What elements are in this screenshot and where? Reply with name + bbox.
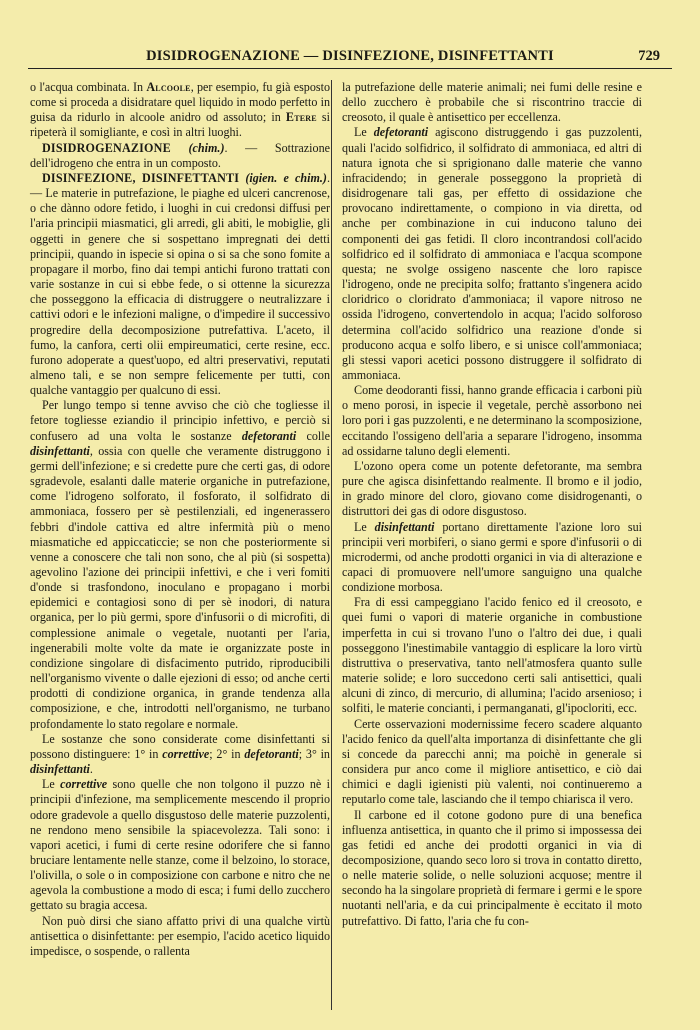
column-divider [331,80,332,1010]
paragraph-virtu: Non può dirsi che siano affatto privi di una qualche virtù antisettica o disinfettante: per esempio, l'acido acetico liquido impedisce, o sospende, o rallenta [30,913,330,958]
left-column [30,80,330,959]
paragraph-classification: Le sostanze che sono considerate come disinfettanti si possono distinguere: 1° in correttive; 2° in defetoranti; 3° in disinfettanti. [30,731,330,777]
paragraph-ozono: L'ozono opera come un potente defetorante, ma sembra pure che agisca disinfettando realmente. Il bromo e il jodio, in grado minore del cloro, giovano come disidrogenanti, o distruttori dei gas di odore disgustoso. [342,458,642,519]
paragraph-defetoranti: Le defetoranti agiscono distruggendo i gas puzzolenti, quali l'acido solfidrico, il solfidrato di ammoniaca, ed altri di natura ignota che si sprigionano dalle materie che vanno infracidendo; in generale posseggono la proprietà di disidrogenare tali gas, per effetto di ossidazione che provocano indirettamente, o compiono in via diretta, od anche per combinazione in cui inducono taluno dei componenti dei gas fetidi. Il cloro incontrandosi coll'acido solfidrico ed il solfidrato di ammoniaca e l'acqua scompone questa; ne svolge ossigeno nascente che loro rapisce l'idrogeno, onde ne precipita solfo; frattanto s'ingenera acido cloridrico o cloridrato d'ammoniaca; il vapore nitroso ne ossida l'idrogeno, convertendolo in acqua; l'acido solforoso determina coll'acido solfidrico una reazione d'onde si producono acqua e solfo libero, e si unisce coll'ammoniaca; gli stessi vapori acetici possono distruggere il solfidrato di ammoniaca. [342,125,643,382]
crossref-alcoole: Alcoole [146,80,191,94]
paragraph-deodoranti: Come deodoranti fissi, hanno grande efficacia i carboni più o meno porosi, in ispecie il vegetale, perchè assorbono nei loro pori i gas puzzolenti, e ne determinano la scomposizione, eccitando l'ossigeno dell'aria a separare l'idrogeno, insomma ad ossidarne taluno degli elementi. [342,383,642,458]
header-title: DISIDROGENAZIONE — DISINFEZIONE, DISINFETTANTI [146,48,554,64]
header-rule [28,68,672,69]
paragraph-carbone: Il carbone ed il cotone godono pure di una benefica influenza antisettica, in quanto che il primo si impossessa dei gas fetidi ed anche dei prodotti organici in via di decomposizione, quando seco loro si trova in contatto diretto, o nelle materie solide, o nelle soluzioni acquose; mentre il secondo ha la singolare proprietà di fermare i germi e le spore nuotanti nell'aria, e da cui principalmente è eccitato il moto putrefattivo. Di fatto, l'aria che fu con- [342,807,642,928]
page-number: 729 [638,48,660,64]
paragraph-disinfettanti: Le disinfettanti portano direttamente l'azione loro sui principii veri morbiferi, o siano germi e spore d'infusorii o di microdermi, od anche prodotti organici in via di alterazione e capaci di promuovere nell'umore sanguigno una qualche condizione morbosa. [342,519,642,595]
paragraph-alcoole: o l'acqua combinata. In Alcoole, per esempio, fu già esposto come si proceda a disidratare quel liquido in modo perfetto in guisa da ridurlo in alcoole anidro od assoluto; in Etere si ripeterà il somigliante, e così in altri luoghi. [30,80,330,140]
paragraph-fetore: Per lungo tempo si tenne avviso che ciò che togliesse il fetore togliesse eziandio il principio infettivo, e perciò si confusero ad una volta le sostanze defetoranti colle disinfettanti, ossia con quelle che veramente distruggono i germi dell'infezione; e si credette pure che certi gas, di odore sgradevole, esalanti dalle materie organiche in putrefazione, come l'idrogeno solforato, il fosforato, il solfidrato di ammoniaca, fossero per sè pestilenziali, ed ingenerassero febbri d'indole cattiva ed altre infermità più o meno miasmatiche ed appiccaticcie; se non che posteriormente si venne a conoscere che tali non sono, che al più (si sospetta) agevolino l'azione dei principii infettivi, e che i veri fomiti d'onde si trasfondono, inoculano e propagano i morbi epidemici e contagiosi sono di per sè inodori, di natura organica, per lo più germi, spore d'infusorii o di microfiti, di complessione animale o vegetale, nuotanti per l'aria, ingenerabili molte volte da mate ie organizzate poste in condizione singolare di disfacimento putrido, riproducibili nell'organismo vivente o dalle ejezioni di esso; od anche certi prodotti di condizione organica, in grande tendenza alla composizione, e che, introdotti nell'organismo, ne turbano profondamente lo stato regolare e normale. [30,398,330,731]
running-header [0,40,700,70]
crossref-etere: Etere [285,110,317,125]
entry-headword: DISINFEZIONE, DISINFETTANTI [42,170,240,185]
entry-disidrogenazione: DISIDROGENAZIONE (chim.). — Sottrazione dell'idrogeno che entra in un composto. [30,140,330,170]
entry-headword: DISIDROGENAZIONE [42,140,171,155]
entry-subject: (chim.) [188,140,225,155]
paragraph-putrefazione: la putrefazione delle materie animali; nei fumi delle resine e dello zucchero è probabile che si riscontrino traccie di creosoto, il quale è antisettico per eccellenza. [342,80,642,125]
entry-disinfezione: DISINFEZIONE, DISINFETTANTI (igien. e chim.). — Le materie in putrefazione, le piaghe ed ulceri cancrenose, o che dànno odore fetido, i luoghi in cui credonsi diffusi per l'aria principii miasmatici, gli arredi, gli abiti, le mobiglie, gli oggetti in genere che si sospettano impregnati dei detti principii, quando in ispecie si opina o si sa che sono fomite a propagare il morbo, fino dai tempi antichi furono trattati con varie sostanze in cui si ebbe fede, o si ottenne la sicurezza che posseggono la efficacia di distruggere o neutralizzare i cattivi odori e le infezioni maligne, o d'impedire il successivo progredire della decomposizione putrefattiva. L'aceto, il fumo, la canfora, certi olii empireumatici, certe resine, ecc. furono adoperate a quest'uopo, ed altri preservativi, reputati almeno tali, e se non sempre felicemente per tutti, con qualche vantaggio per qualcuno di essi. [30,170,330,398]
paragraph-correttive: Le correttive sono quelle che non tolgono il puzzo nè i principii d'infezione, ma semplicemente mescendo il proprio odore gradevole a quello disgustoso delle materie puzzolenti, ne rendono meno sensibile la spiacevolezza. Tali sono: i vapori acetici, i fumi di certe resine odorifere che si fanno bruciare lentamente nelle stanze, come il belzoino, lo storace, l'olivilla, o sole o in composizione con carbone e nitro che ne agevola la combustione a modo di esca; i fumi dello zucchero gettato su bragia accesa. [30,777,331,913]
paragraph-acido-fenico: Fra di essi campeggiano l'acido fenico ed il creosoto, e quei fumi o vapori di materie organiche in combustione imperfetta in cui si trovano l'uno o l'altro dei due, i quali posseggono l'inestimabile vantaggio di esplicare la loro virtù distruttiva o preservativa, tanto nell'atmosfera quanto sulle materie solide; e loro succedono certi sali antisettici, quali alcuni di zinco, di mercurio, di allumina; l'acido arsenioso; i solfiti, le materie concianti, i permanganati, gl'ipocloriti, ecc. [342,595,642,716]
entry-subject: (igien. e chim.) [245,170,327,185]
right-column [342,80,642,929]
paragraph-osservazioni: Certe osservazioni modernissime fecero scadere alquanto l'acido fenico da quell'alta importanza di disinfettante che gli si concede da parecchi anni; ma poichè in generale si considera pur anco come il migliore antisettico, e ciò dai chimici e dagli igienisti più valenti, noi continueremo a reputarlo come tale, lasciando che il tempo chiarisca il vero. [342,716,642,807]
